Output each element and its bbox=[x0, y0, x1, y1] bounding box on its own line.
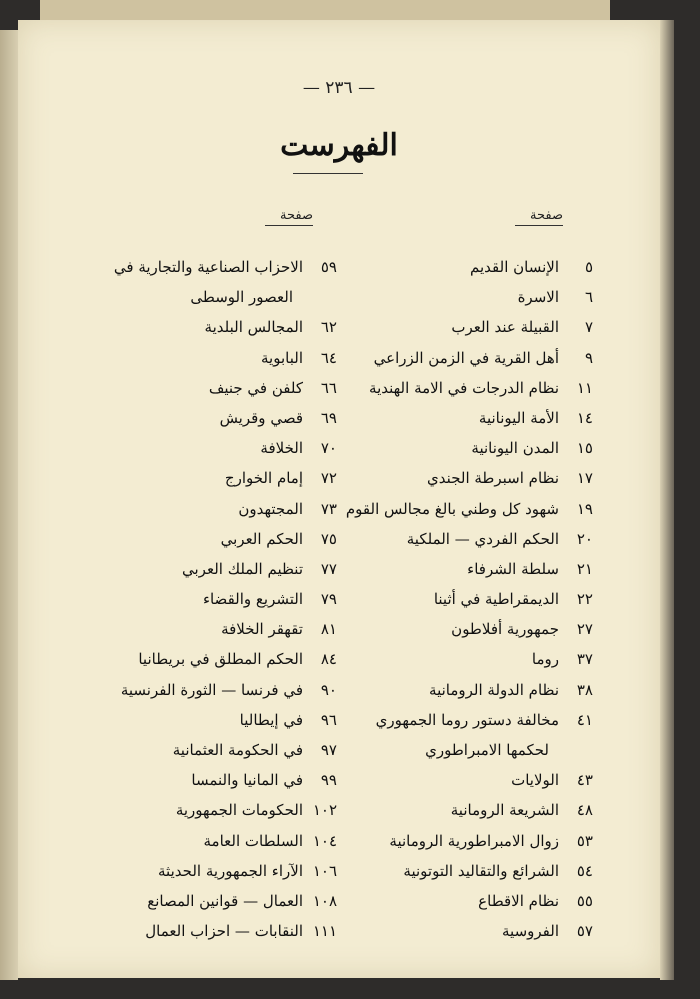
toc-entry-page: ٧٠ bbox=[320, 439, 337, 458]
page-left-edge bbox=[0, 30, 18, 980]
toc-entry bbox=[343, 373, 593, 403]
toc-entry bbox=[343, 252, 593, 282]
toc-entry-page: ٥٤ bbox=[576, 861, 593, 880]
toc-entry-page: ٨٤ bbox=[320, 650, 337, 669]
toc-entry-page: ٥ bbox=[584, 258, 593, 276]
toc-entry bbox=[343, 312, 593, 342]
toc-entry-title: الخلافة bbox=[260, 439, 303, 458]
toc-entry-page: ٥٧ bbox=[576, 922, 593, 941]
toc-entry-title: تقهقر الخلافة bbox=[221, 620, 303, 639]
left-column-header-rule bbox=[265, 225, 313, 226]
toc-entry bbox=[343, 494, 593, 524]
toc-entry-page: ١٩ bbox=[576, 499, 593, 518]
toc-entry-title: الاسرة bbox=[517, 288, 559, 307]
toc-entry-page: ١٥ bbox=[576, 439, 593, 458]
toc-entry-title: التشريع والقضاء bbox=[202, 590, 303, 609]
toc-entry bbox=[62, 312, 337, 342]
toc-entry bbox=[343, 916, 593, 946]
toc-entry-page: ٦٤ bbox=[320, 348, 337, 367]
toc-entry-title: الحكم العربي bbox=[220, 529, 303, 548]
toc-entry bbox=[62, 282, 337, 312]
toc-entry-title: الحكم المطلق في بريطانيا bbox=[138, 650, 303, 669]
toc-entry bbox=[343, 584, 593, 614]
toc-entry-page: ٣٨ bbox=[576, 680, 593, 699]
toc-entry-page: ٥٩ bbox=[320, 258, 337, 276]
toc-entry bbox=[62, 343, 337, 373]
toc-entry-title: روما bbox=[531, 650, 559, 669]
left-column-header bbox=[265, 208, 313, 226]
toc-entry bbox=[62, 554, 337, 584]
toc-entry bbox=[62, 644, 337, 674]
toc-entry bbox=[62, 403, 337, 433]
toc-entry-title: الولايات bbox=[511, 771, 559, 790]
toc-entry-title: في الحكومة العثمانية bbox=[172, 741, 303, 759]
toc-entry-title: الحكومات الجمهورية bbox=[175, 801, 303, 820]
toc-entry bbox=[343, 705, 593, 735]
toc-entry-page: ٩٦ bbox=[320, 710, 337, 729]
toc-entry-page: ٧٧ bbox=[320, 559, 337, 578]
toc-entry bbox=[343, 433, 593, 463]
toc-entry-page: ٢٢ bbox=[576, 590, 593, 609]
toc-entry-title: الآراء الجمهورية الحديثة bbox=[158, 861, 303, 880]
toc-entry-page: ٥٣ bbox=[576, 831, 593, 850]
toc-entry-page: ٦٦ bbox=[320, 378, 337, 397]
toc-entry-title: النقابات — احزاب العمال bbox=[145, 922, 303, 941]
toc-entry bbox=[343, 735, 593, 765]
toc-entry-title: السلطات العامة bbox=[203, 831, 303, 850]
toc-entry bbox=[343, 282, 593, 312]
toc-entry-title: مخالفة دستور روما الجمهوري bbox=[375, 710, 559, 729]
toc-entry-title: في فرنسا — الثورة الفرنسية bbox=[120, 680, 303, 699]
toc-entry-page: ٧٢ bbox=[320, 469, 337, 488]
toc-entry-page: ٤٨ bbox=[576, 801, 593, 820]
toc-entry bbox=[343, 675, 593, 705]
toc-entry-page: ١٠٨ bbox=[312, 891, 337, 910]
toc-entry-title: الشرائع والتقاليد التوتونية bbox=[403, 861, 559, 880]
toc-entry-title: المدن اليونانية bbox=[471, 439, 559, 458]
title-underline bbox=[293, 173, 363, 174]
toc-entry-page: ٧٥ bbox=[320, 529, 337, 548]
toc-entry-title: سلطة الشرفاء bbox=[467, 559, 559, 578]
page-title: الفهرست bbox=[280, 128, 398, 163]
toc-entry bbox=[343, 795, 593, 825]
toc-entry-title: القبيلة عند العرب bbox=[451, 318, 559, 337]
toc-entry-title: في إيطاليا bbox=[239, 710, 303, 729]
toc-entry-title: نظام الدرجات في الامة الهندية bbox=[369, 378, 559, 397]
toc-entry-title: البابوية bbox=[261, 348, 303, 367]
toc-entry-page: ١٤ bbox=[576, 408, 593, 427]
toc-entry-title: قصي وقريش bbox=[219, 408, 303, 427]
toc-entry-page: ٢٠ bbox=[576, 529, 593, 548]
toc-entry-page: ٩٩ bbox=[320, 771, 337, 790]
toc-entry bbox=[62, 614, 337, 644]
toc-entry bbox=[62, 826, 337, 856]
page-number: — ٢٣٦ — bbox=[302, 78, 376, 98]
toc-entry bbox=[343, 343, 593, 373]
toc-entry bbox=[62, 795, 337, 825]
toc-entry bbox=[343, 826, 593, 856]
toc-entry-title: الإنسان القديم bbox=[470, 258, 559, 276]
toc-entry-title: إمام الخوارج bbox=[224, 469, 303, 488]
right-column-header-rule bbox=[515, 225, 563, 226]
toc-entry-page: ٩٠ bbox=[320, 680, 337, 699]
book-page bbox=[18, 20, 660, 978]
toc-entry-title: جمهورية أفلاطون bbox=[451, 620, 559, 639]
toc-entry-title: شهود كل وطني بالغ مجالس القوم bbox=[345, 499, 559, 518]
toc-entry-page: ٤٣ bbox=[576, 771, 593, 790]
toc-entry-title: نظام الاقطاع bbox=[478, 891, 559, 910]
toc-entry-title: العمال — قوانين المصانع bbox=[147, 891, 303, 910]
toc-entry bbox=[62, 584, 337, 614]
toc-entry bbox=[343, 886, 593, 916]
toc-entry-page: ٩٧ bbox=[320, 741, 337, 759]
toc-entry bbox=[62, 735, 337, 765]
toc-entry-page: ١٠٢ bbox=[312, 801, 337, 820]
toc-entry-title: الاحزاب الصناعية والتجارية في bbox=[113, 258, 303, 276]
toc-entry-page: ٣٧ bbox=[576, 650, 593, 669]
toc-entry-title: نظام اسبرطة الجندي bbox=[427, 469, 559, 488]
toc-entry-title: الفروسية bbox=[502, 922, 559, 941]
toc-entry-page: ٦٩ bbox=[320, 408, 337, 427]
toc-entry-title: في المانيا والنمسا bbox=[191, 771, 303, 790]
toc-entry-page: ٨١ bbox=[320, 620, 337, 639]
toc-entry-page: ٢١ bbox=[576, 559, 593, 578]
toc-entry bbox=[343, 856, 593, 886]
toc-entry bbox=[62, 675, 337, 705]
toc-entry-page: ٦٢ bbox=[320, 318, 337, 337]
toc-entry-title: زوال الامبراطورية الرومانية bbox=[389, 831, 559, 850]
toc-entry bbox=[62, 765, 337, 795]
toc-entry bbox=[62, 705, 337, 735]
toc-entry bbox=[343, 403, 593, 433]
toc-entry-page: ٤١ bbox=[576, 710, 593, 729]
toc-entry bbox=[62, 433, 337, 463]
toc-entry bbox=[343, 554, 593, 584]
toc-entry-page: ١٠٤ bbox=[312, 831, 337, 850]
toc-left-column bbox=[62, 252, 337, 946]
toc-entry-title: العصور الوسطى bbox=[190, 288, 293, 307]
toc-entry bbox=[62, 373, 337, 403]
toc-entry bbox=[62, 856, 337, 886]
toc-entry bbox=[343, 765, 593, 795]
toc-entry-page: ١٠٦ bbox=[312, 861, 337, 880]
toc-entry bbox=[343, 644, 593, 674]
toc-entry-page: ٧ bbox=[584, 318, 593, 337]
toc-entry bbox=[62, 524, 337, 554]
toc-entry-title: أهل القرية في الزمن الزراعي bbox=[373, 348, 559, 367]
toc-entry bbox=[62, 494, 337, 524]
toc-entry bbox=[343, 463, 593, 493]
toc-entry-page: ٩ bbox=[584, 348, 593, 367]
left-column-header-label: صفحة bbox=[280, 208, 313, 223]
right-column-header-label: صفحة bbox=[530, 208, 563, 223]
toc-entry-title: الحكم الفردي — الملكية bbox=[406, 529, 559, 548]
toc-entry-title: كلفن في جنيف bbox=[208, 378, 303, 397]
toc-entry-page: ١١١ bbox=[312, 922, 337, 941]
toc-entry-title: تنظيم الملك العربي bbox=[182, 559, 303, 578]
toc-entry bbox=[62, 916, 337, 946]
toc-entry-title: الأمة اليونانية bbox=[478, 408, 559, 427]
toc-right-column bbox=[343, 252, 593, 946]
toc-entry-page: ١١ bbox=[576, 378, 593, 397]
toc-entry-page: ٦ bbox=[584, 288, 593, 307]
toc-entry bbox=[343, 524, 593, 554]
toc-entry bbox=[62, 252, 337, 282]
toc-entry-page: ٧٣ bbox=[320, 499, 337, 518]
page-right-edge bbox=[660, 20, 674, 980]
toc-entry-title: المجتهدون bbox=[238, 499, 303, 518]
toc-entry-title: لحكمها الامبراطوري bbox=[425, 741, 549, 759]
toc-entry-page: ٢٧ bbox=[576, 620, 593, 639]
toc-entry-title: الديمقراطية في أثينا bbox=[433, 590, 559, 609]
toc-entry-title: الشريعة الرومانية bbox=[450, 801, 559, 820]
toc-entry bbox=[343, 614, 593, 644]
toc-entry bbox=[62, 886, 337, 916]
toc-entry bbox=[62, 463, 337, 493]
toc-entry-page: ٥٥ bbox=[576, 891, 593, 910]
toc-entry-page: ٧٩ bbox=[320, 590, 337, 609]
toc-entry-title: نظام الدولة الرومانية bbox=[429, 680, 559, 699]
toc-entry-title: المجالس البلدية bbox=[204, 318, 303, 337]
toc-entry-page: ١٧ bbox=[576, 469, 593, 488]
right-column-header bbox=[515, 208, 563, 226]
